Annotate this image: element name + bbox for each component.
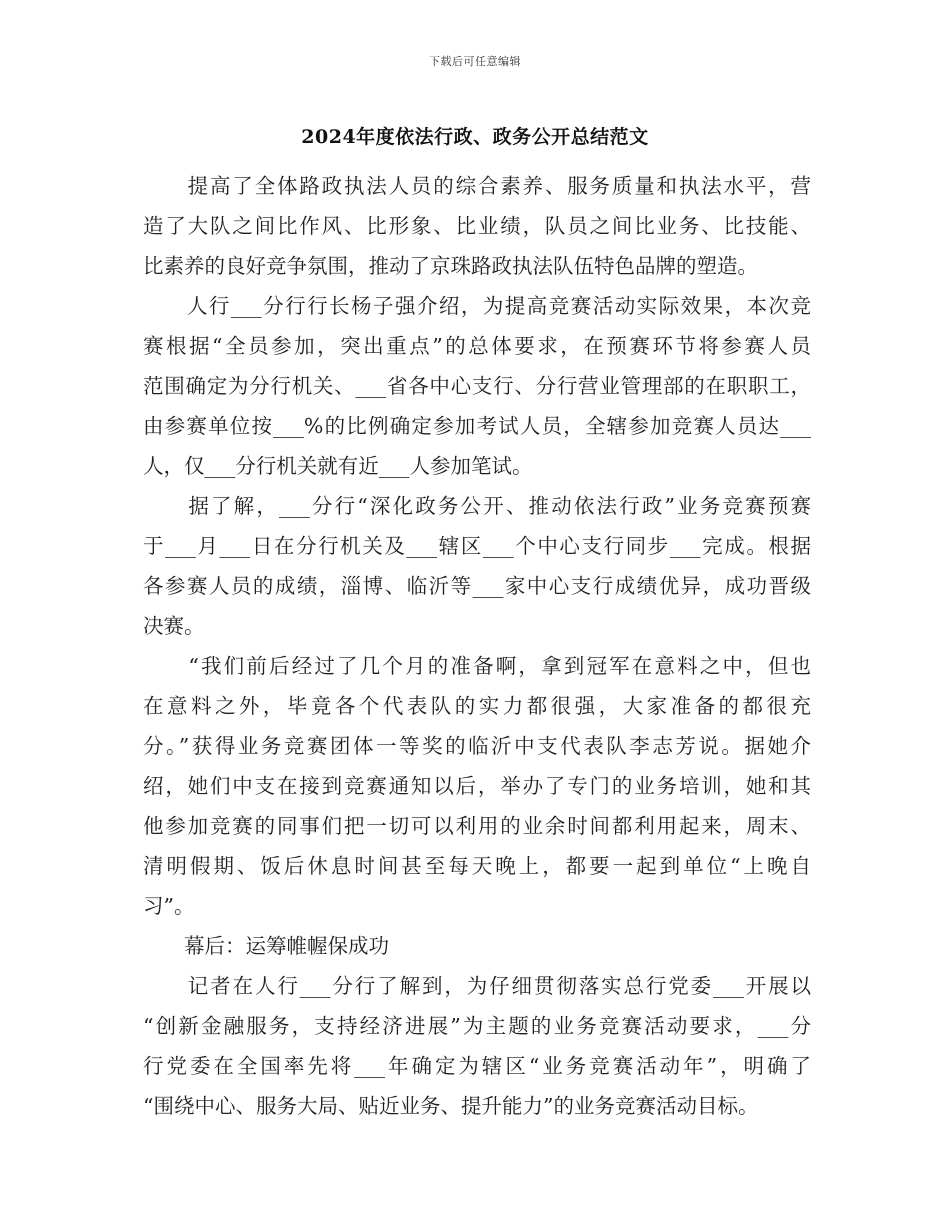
body-line: 习”。 [143,894,195,918]
body-line: 记者在人行___分行了解到，为仔细贯彻落实总行党委___开展以 [143,974,811,998]
body-line: 人，仅___分行机关就有近___人参加笔试。 [143,454,533,478]
body-line: 于___月___日在分行机关及___辖区___个中心支行同步___完成。根据 [143,534,811,558]
body-line: 绍，她们中支在接到竞赛通知以后，举办了专门的业务培训，她和其 [143,774,811,798]
body-line: “我们前后经过了几个月的准备啊，拿到冠军在意料之中，但也 [143,654,811,678]
header-note: 下载后可任意编辑 [429,55,521,68]
body-line: 分。”获得业务竞赛团体一等奖的临沂中支代表队李志芳说。据她介 [143,734,811,758]
body-line: “围绕中心、服务大局、贴近业务、提升能力”的业务竞赛活动目标。 [143,1094,759,1118]
body-line: 各参赛人员的成绩，淄博、临沂等___家中心支行成绩优异，成功晋级 [143,574,811,598]
body-line: 比素养的良好竞争氛围，推动了京珠路政执法队伍特色品牌的塑造。 [143,254,758,278]
body-line: 由参赛单位按___%的比例确定参加考试人员，全辖参加竞赛人员达___ [143,414,811,438]
body-line: 范围确定为分行机关、___省各中心支行、分行营业管理部的在职职工， [143,374,811,398]
body-line: 在意料之外，毕竟各个代表队的实力都很强，大家准备的都很充 [143,694,811,718]
body-line: 造了大队之间比作风、比形象、比业绩，队员之间比业务、比技能、 [143,214,811,238]
body-line: “创新金融服务，支持经济进展”为主题的业务竞赛活动要求，___分 [143,1014,811,1038]
body-line: 决赛。 [143,614,205,638]
body-line: 人行___分行行长杨子强介绍，为提高竞赛活动实际效果，本次竞 [143,294,811,318]
body-line: 幕后：运筹帷幄保成功 [143,934,389,958]
body-line: 清明假期、饭后休息时间甚至每天晚上，都要一起到单位“上晚自 [143,854,811,878]
document-body [143,166,811,1126]
body-line: 赛根据“全员参加，突出重点”的总体要求，在预赛环节将参赛人员 [143,334,811,358]
body-line: 提高了全体路政执法人员的综合素养、服务质量和执法水平，营 [143,174,811,198]
body-line: 他参加竞赛的同事们把一切可以利用的业余时间都利用起来，周末、 [143,814,811,838]
body-line: 行党委在全国率先将___年确定为辖区“业务竞赛活动年”，明确了 [143,1054,811,1078]
document-title: 2024年度依法行政、政务公开总结范文 [301,126,649,148]
body-line: 据了解，___分行“深化政务公开、推动依法行政”业务竞赛预赛 [143,494,811,518]
